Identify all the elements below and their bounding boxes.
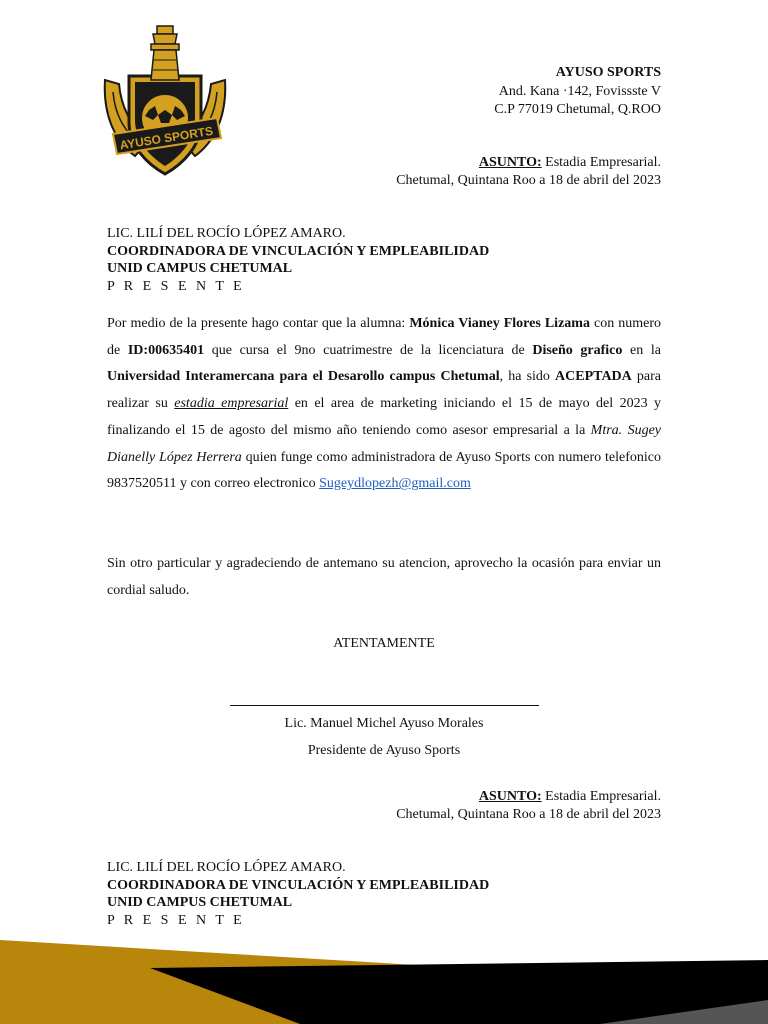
accepted-status: ACEPTADA [555,369,632,385]
advisor-name: Mtra. Sugey Dianelly López Herrera [107,422,661,465]
body-paragraph-main [107,311,661,498]
footer-decorative-band [0,940,768,1024]
student-id: ID:00635401 [127,342,205,358]
university-name: Universidad Interamercana para el Desarollo campus Chetumal [107,369,500,385]
body-paragraph-closing: Sin otro particular y agradeciendo de antemano su atencion, aprovecho la ocasión para enviar un cordial saludo. [107,556,661,598]
subject-label: ASUNTO: [478,789,542,804]
subject-label: ASUNTO: [478,155,542,170]
body-text-segment: para realizar su [107,369,661,412]
subject-block [396,154,661,190]
career-name: Diseño grafico [532,342,623,358]
body-text-segment: quien funge como administradora de Ayuso Sports con numero telefonico 9837520511 y con correo electronico [107,449,661,492]
valediction: ATENTAMENTE [333,636,435,651]
ayuso-sports-logo [99,14,231,178]
sender-name: AYUSO SPORTS [555,65,661,80]
sender-block [494,64,661,120]
recipient-block [107,225,489,295]
place-date: Chetumal, Quintana Roo a 18 de abril del 2023 [396,807,661,822]
recipient-title: COORDINADORA DE VINCULACIÓN Y EMPLEABILIDAD [107,877,490,893]
recipient-name: LIC. LILÍ DEL ROCÍO LÓPEZ AMARO. [107,226,346,241]
logo-banner-text: AYUSO SPORTS [118,123,215,153]
recipient-greeting: P R E S E N T E [107,912,245,928]
signature-line [230,705,539,706]
recipient-name: LIC. LILÍ DEL ROCÍO LÓPEZ AMARO. [107,860,346,875]
body-text-segment: , ha sido [499,369,556,385]
sender-address: And. Kana ·142, Fovissste V [498,83,661,99]
subject-value: Estadia Empresarial. [541,789,661,804]
signer-name: Lic. Manuel Michel Ayuso Morales [284,716,484,731]
stay-type: estadia empresarial [174,396,289,412]
email-link[interactable]: Sugeydlopezh@gmail.com [319,476,471,492]
footer-recipient-block [107,859,489,929]
signer-title: Presidente de Ayuso Sports [307,743,461,758]
body-text-segment: Por medio de la presente hago contar que la alumna: [107,316,410,331]
place-date: Chetumal, Quintana Roo a 18 de abril del 2023 [396,173,661,188]
subject-value: Estadia Empresarial. [541,155,661,170]
recipient-greeting: P R E S E N T E [107,278,245,294]
recipient-campus: UNID CAMPUS CHETUMAL [107,261,293,276]
body-text-segment: en la [622,342,661,358]
student-name: Mónica Vianey Flores Lizama [409,316,590,331]
footer-subject-block [396,788,661,824]
body-text-segment: en el area de marketing iniciando el 15 de mayo del 2023 y finalizando el 15 de agosto del mismo año teniendo como asesor empresarial a la [107,396,661,438]
recipient-campus: UNID CAMPUS CHETUMAL [107,895,293,910]
recipient-title: COORDINADORA DE VINCULACIÓN Y EMPLEABILIDAD [107,243,490,259]
sender-city: C.P 77019 Chetumal, Q.ROO [494,102,661,117]
body-text-segment: que cursa el 9no cuatrimestre de la licenciatura de [204,342,533,358]
body-text-segment: con numero de [107,316,661,358]
